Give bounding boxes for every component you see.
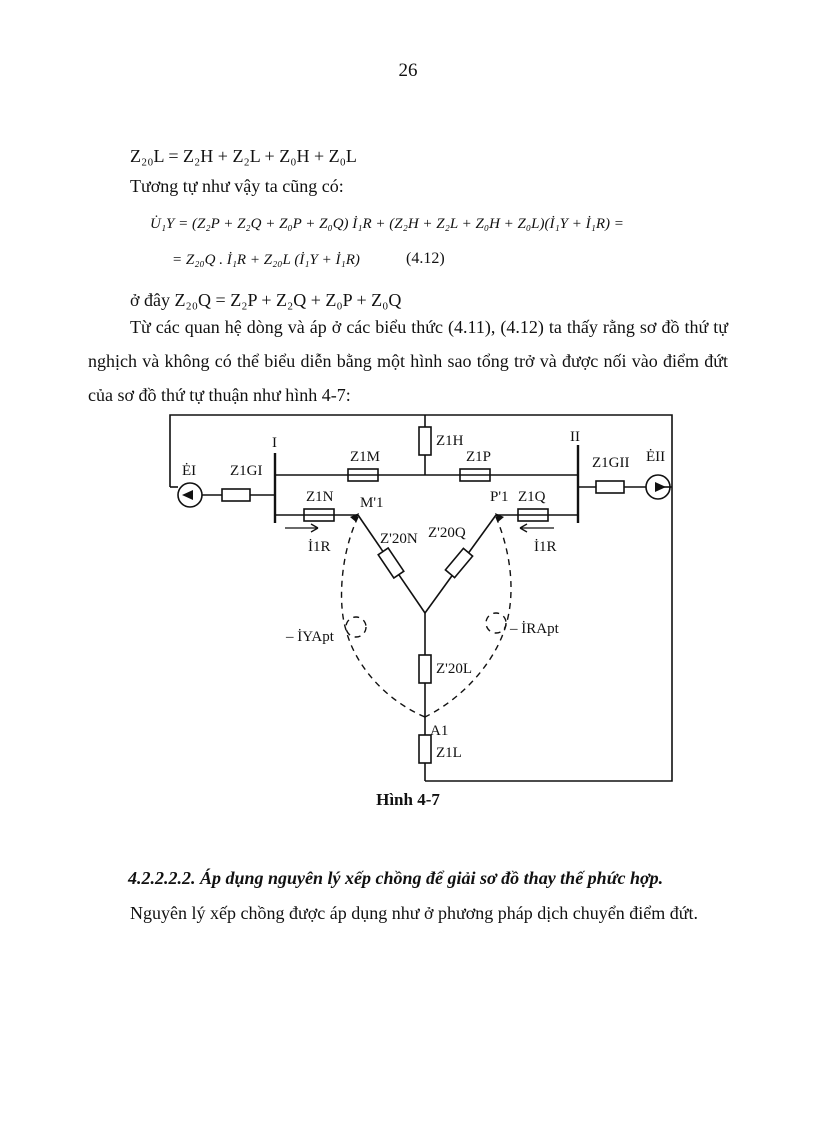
label-current-iyapt: – İYApt	[286, 629, 334, 645]
body-paragraph: Từ các quan hệ dòng và áp ở các biểu thức (4.11), (4.12) ta thấy rằng sơ đồ thứ tự nghịch và không có thể biểu diễn bằng một hình sao tổng trở và được nối vào điểm đứt của sơ đồ thứ tự thuận như hình 4-7:	[88, 317, 728, 405]
equation-u1y-line1: U̇₁Y = (Z₂P + Z₂Q + Z₀P + Z₀Q) İ₁R + (Z₂H + Z₂L + Z₀H + Z₀L)(İ₁Y + İ₁R) =	[150, 216, 624, 232]
label-current-irapt: – İRApt	[510, 621, 559, 637]
impedance-z20q	[445, 548, 472, 577]
label-current-i1r-right: İ1R	[534, 539, 557, 555]
label-node-i: I	[272, 435, 277, 451]
dashed-source-irapt	[486, 613, 506, 633]
dashed-path-right	[425, 517, 511, 717]
impedance-z1gii	[596, 481, 624, 493]
label-current-i1r-left: İ1R	[308, 539, 331, 555]
label-source-ei: ĖI	[182, 463, 197, 479]
label-z1m: Z1M	[350, 449, 380, 465]
label-z20n: Z'20N	[380, 531, 418, 547]
frame-top-right-wire	[425, 415, 672, 487]
label-node-p1: P'1	[490, 489, 509, 505]
equation-number: (4.12)	[406, 250, 445, 267]
label-z20l: Z'20L	[436, 661, 473, 677]
figure-caption: Hình 4-7	[376, 790, 440, 809]
frame-top-left-wire	[170, 415, 425, 487]
circuit-diagram	[160, 405, 690, 790]
label-z20q: Z'20Q	[428, 525, 466, 541]
label-z1q: Z1Q	[518, 489, 546, 505]
label-source-eii: ĖII	[646, 449, 666, 465]
equation-z20l: Z₂₀L = Z₂H + Z₂L + Z₀H + Z₀L	[130, 146, 357, 166]
label-z1l: Z1L	[436, 745, 462, 761]
equation-z20q: ở đây Z₂₀Q = Z₂P + Z₂Q + Z₀P + Z₀Q	[130, 290, 402, 310]
label-z1p: Z1P	[466, 449, 492, 465]
arrow-source-eii	[655, 482, 666, 492]
impedance-z1l	[419, 735, 431, 763]
impedance-z1h	[419, 427, 431, 455]
closing-paragraph: Nguyên lý xếp chồng được áp dụng như ở phương pháp dịch chuyển điểm đứt.	[130, 903, 698, 923]
equation-u1y-line2: = Z₂₀Q . İ₁R + Z₂₀L (İ₁Y + İ₁R)	[172, 252, 360, 268]
arrow-source-ei	[182, 490, 193, 500]
label-z1gi: Z1GI	[230, 463, 263, 479]
impedance-z20n	[378, 548, 404, 578]
label-z1h: Z1H	[436, 433, 464, 449]
label-z1gii: Z1GII	[592, 455, 630, 471]
label-node-ii: II	[570, 429, 580, 445]
dashed-source-iyapt	[346, 617, 366, 637]
label-node-a1: A1	[430, 723, 449, 739]
section-heading: 4.2.2.2.2. Áp dụng nguyên lý xếp chồng để giải sơ đồ thay thế phức hợp.	[128, 868, 664, 888]
impedance-z20l	[419, 655, 431, 683]
label-z1n: Z1N	[306, 489, 334, 505]
intro-text: Tương tự như vậy ta cũng có:	[130, 176, 344, 196]
page-number: 26	[398, 60, 418, 81]
label-node-m1: M'1	[360, 495, 384, 511]
impedance-z1gi	[222, 489, 250, 501]
